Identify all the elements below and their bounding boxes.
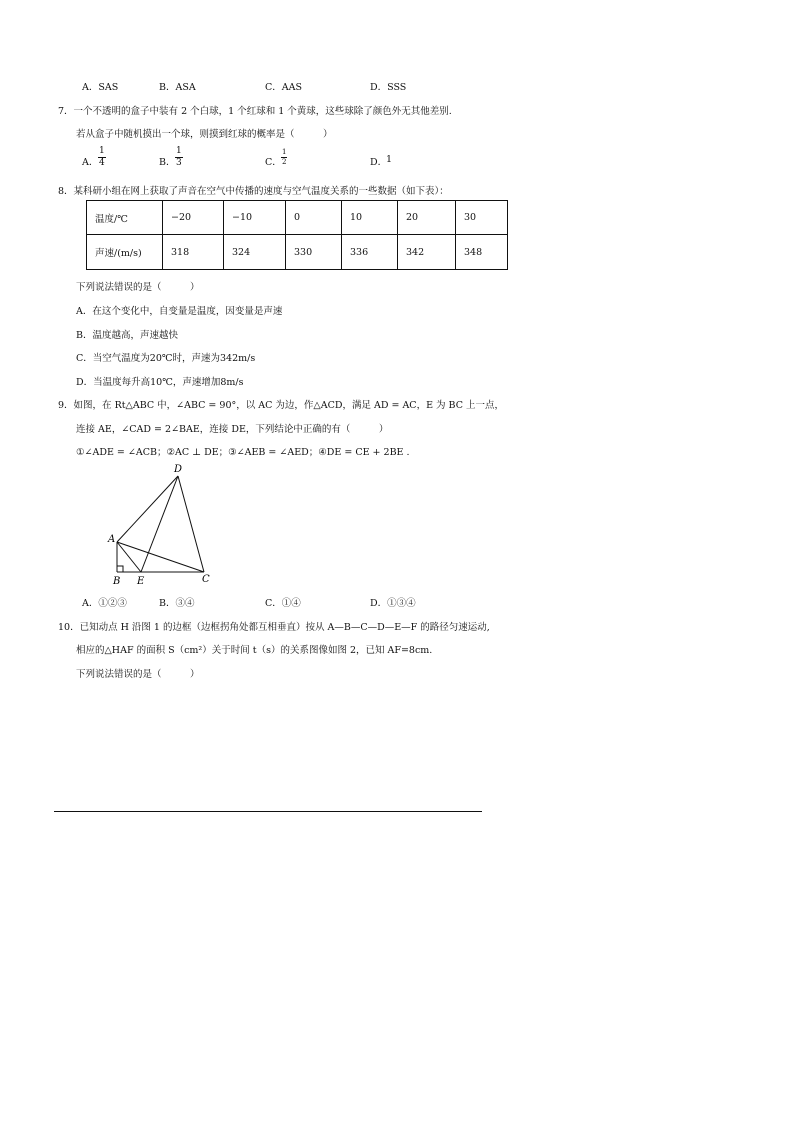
table-cell: 10 xyxy=(342,201,398,235)
fraction-numerator: 1 xyxy=(282,148,287,156)
table-cell: 330 xyxy=(286,235,342,270)
q10-stem-line3: 下列说法错误的是（ ） xyxy=(76,669,200,680)
segment-ac xyxy=(117,542,204,572)
q7-option-b-fraction xyxy=(175,147,183,168)
segment-dc xyxy=(178,476,204,572)
speed-temperature-table xyxy=(86,200,508,270)
table-row-temperature xyxy=(87,201,508,235)
segment-ad xyxy=(117,476,178,542)
q8-option-d: D．当温度每升高10℃，声速增加8m/s xyxy=(76,377,244,388)
fraction-numerator: 1 xyxy=(176,146,182,156)
table-cell: 348 xyxy=(456,235,508,270)
q6-option-d: D．SSS xyxy=(370,82,407,93)
table-cell: 336 xyxy=(342,235,398,270)
q7-option-c-label: C． xyxy=(265,157,282,168)
q7-option-d-label: D． xyxy=(370,157,388,168)
table-cell: 0 xyxy=(286,201,342,235)
table-cell: −20 xyxy=(163,201,224,235)
table-cell: 318 xyxy=(163,235,224,270)
q8-question: 下列说法错误的是（ ） xyxy=(76,282,200,293)
q10-stem-line1: 10．已知动点 H 沿图 1 的边框（边框拐角处都互相垂直）按从 A—B—C—D—E—F 的路径匀速运动, xyxy=(58,622,490,633)
q7-option-a-fraction xyxy=(98,147,106,168)
table-cell: 324 xyxy=(224,235,286,270)
q9-stem-line1: 9．如图，在 Rt△ABC 中，∠ABC = 90°，以 AC 为边，作△ACD，满足 AD = AC，E 为 BC 上一点， xyxy=(58,400,504,411)
fraction-denominator: 3 xyxy=(176,158,182,168)
q7-option-d-value: 1 xyxy=(386,154,393,165)
point-label-b: B xyxy=(113,576,121,587)
q9-option-d: D．①③④ xyxy=(370,598,416,609)
q6-option-c: C．AAS xyxy=(265,82,302,93)
footnote-divider xyxy=(54,811,482,812)
q9-option-b: B．③④ xyxy=(159,598,195,609)
triangle-figure xyxy=(100,460,230,590)
table-cell: 342 xyxy=(398,235,456,270)
table-row-speed xyxy=(87,235,508,270)
q9-option-c: C．①④ xyxy=(265,598,301,609)
q8-option-a: A．在这个变化中，自变量是温度，因变量是声速 xyxy=(76,306,283,317)
fraction-numerator: 1 xyxy=(99,146,105,156)
q9-stem-line2: 连接 AE，∠CAD = 2∠BAE，连接 DE，下列结论中正确的有（ ） xyxy=(76,424,389,435)
q9-stem-line3: ①∠ADE = ∠ACB；②AC ⊥ DE；③∠AEB = ∠AED；④DE = CE + 2BE . xyxy=(76,447,410,458)
point-label-d: D xyxy=(174,464,183,475)
table-cell: 声速/(m/s) xyxy=(87,235,163,270)
q9-option-a: A．①②③ xyxy=(82,598,127,609)
q7-option-a-label: A． xyxy=(82,157,99,168)
table-cell: 30 xyxy=(456,201,508,235)
point-label-a: A xyxy=(108,534,116,545)
table-cell: 20 xyxy=(398,201,456,235)
point-label-e: E xyxy=(137,576,145,587)
fraction-denominator: 4 xyxy=(99,158,105,168)
q10-stem-line2: 相应的△HAF 的面积 S（cm²）关于时间 t（s）的关系图像如图 2，已知 AF=8cm. xyxy=(76,645,433,656)
table-cell: 温度/℃ xyxy=(87,201,163,235)
q6-option-b: B．ASA xyxy=(159,82,196,93)
q8-stem: 8．某科研小组在网上获取了声音在空气中传播的速度与空气温度关系的一些数据（如下表）： xyxy=(58,186,449,197)
q7-stem-line1: 7．一个不透明的盒子中装有 2 个白球，1 个红球和 1 个黄球，这些球除了颜色外无其他差别. xyxy=(58,106,452,117)
q7-stem-line2: 若从盒子中随机摸出一个球，则摸到红球的概率是（ ） xyxy=(76,129,333,140)
q7-option-b-label: B． xyxy=(159,157,176,168)
table-cell: −10 xyxy=(224,201,286,235)
right-angle-mark xyxy=(117,566,123,572)
point-label-c: C xyxy=(202,574,210,585)
fraction-denominator: 2 xyxy=(282,158,287,166)
q8-option-b: B．温度越高，声速越快 xyxy=(76,330,178,341)
q7-option-c-fraction xyxy=(281,149,287,166)
q6-option-a: A．SAS xyxy=(82,82,119,93)
q8-option-c: C．当空气温度为20℃时，声速为342m/s xyxy=(76,353,256,364)
segment-de xyxy=(141,476,178,572)
